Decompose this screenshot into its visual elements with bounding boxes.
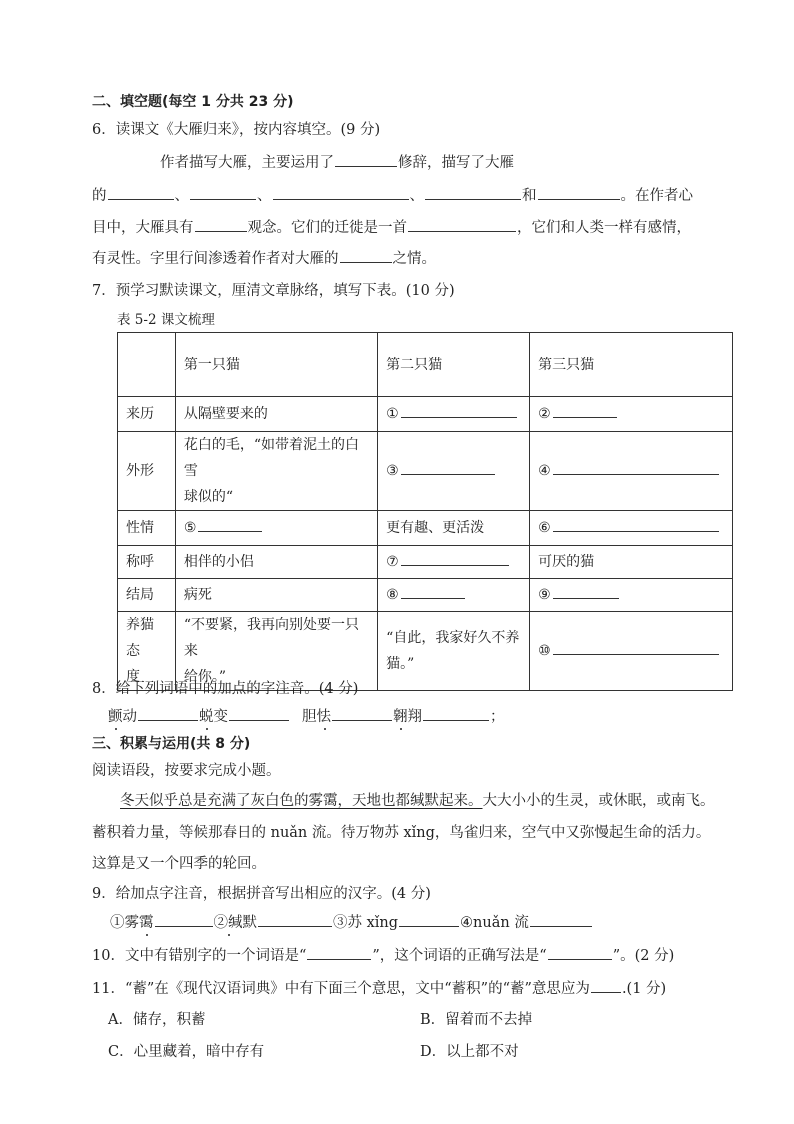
answer-blank[interactable] <box>229 706 289 721</box>
answer-blank[interactable] <box>553 584 619 599</box>
passage-line-1 <box>120 789 715 810</box>
text: 之情。 <box>392 251 436 267</box>
circled-number: ⑩ <box>538 643 551 659</box>
question-8-words <box>108 705 505 726</box>
char: 变 <box>213 709 228 725</box>
answer-blank[interactable] <box>198 517 262 532</box>
dotted-char: 霭 <box>139 915 154 931</box>
text: .(1 分) <box>621 981 667 997</box>
circled-number: ② <box>538 406 551 422</box>
answer-blank[interactable] <box>195 217 247 232</box>
text: ； <box>490 709 505 725</box>
option-c[interactable]: C．心里藏着，暗中存有 <box>108 1044 265 1060</box>
question-7-stem: 7．预学习默读课文，厘清文章脉络，填写下表。(10 分) <box>92 283 455 299</box>
char: 翔 <box>407 709 422 725</box>
table-caption: 表 5-2 课文梳理 <box>117 312 215 328</box>
table-header-row <box>118 333 733 397</box>
cell-line: 给你。” <box>183 669 227 685</box>
table-cell: 从隔壁要来的 <box>175 397 377 432</box>
cat-comparison-table <box>117 332 733 691</box>
item-2 <box>214 915 258 931</box>
question-6-line-3 <box>92 216 691 237</box>
answer-blank[interactable] <box>335 152 397 167</box>
circled-number: ⑥ <box>538 520 551 536</box>
passage-line-3: 这算是又一个四季的轮回。 <box>92 856 266 872</box>
underlined-sentence: 冬天似乎总是充满了灰白色的雾霭，天地也都缄默起来。 <box>120 793 483 809</box>
question-9-stem: 9．给加点字注音，根据拼音写出相应的汉字。(4 分) <box>92 886 431 902</box>
table-cell <box>175 432 377 511</box>
row-label: 结局 <box>118 579 176 612</box>
text: 、 <box>409 188 424 204</box>
passage-line-2: 蓄积着力量，等候那春日的 nuǎn 流。待万物苏 xǐng，鸟雀归来，空气中又弥慢起生命的活力。 <box>92 825 711 841</box>
section-2-title: 二、填空题(每空 1 分共 23 分) <box>92 94 294 110</box>
answer-blank[interactable] <box>408 217 516 232</box>
text: 、 <box>257 188 272 204</box>
table-row <box>118 546 733 579</box>
table-cell[interactable] <box>530 579 733 612</box>
table-cell: 更有趣、更活泼 <box>378 511 530 546</box>
answer-blank[interactable] <box>332 706 392 721</box>
question-10 <box>92 944 674 965</box>
section-3-title: 三、积累与运用(共 8 分) <box>92 736 251 752</box>
table-cell[interactable] <box>378 579 530 612</box>
circled-number: ⑨ <box>538 587 551 603</box>
question-6-line-2 <box>92 184 693 205</box>
text: 10．文中有错别字的一个词语是“ <box>92 948 307 964</box>
text: 默 <box>242 915 257 931</box>
table-cell: 相伴的小侣 <box>175 546 377 579</box>
option-d[interactable]: D．以上都不对 <box>420 1044 519 1060</box>
answer-blank[interactable] <box>401 460 495 475</box>
table-cell[interactable] <box>530 511 733 546</box>
cell-line: “自此，我家好久不养 <box>386 630 520 646</box>
cell-line: 花白的毛，“如带着泥土的白雪 <box>183 437 360 479</box>
answer-blank[interactable] <box>553 640 719 655</box>
text: ，它们和人类一样有感情， <box>517 220 691 236</box>
header-cell <box>118 333 176 397</box>
table-row <box>118 397 733 432</box>
word <box>393 709 422 725</box>
table-cell[interactable] <box>378 432 530 511</box>
answer-blank[interactable] <box>155 912 213 927</box>
cell-line: 猫。” <box>386 656 415 672</box>
table-cell[interactable] <box>530 612 733 691</box>
word <box>302 709 331 725</box>
answer-blank[interactable] <box>108 185 174 200</box>
answer-blank[interactable] <box>530 912 592 927</box>
item-4: ④nuǎn 流 <box>460 915 529 931</box>
question-6-line-1 <box>160 151 514 172</box>
answer-blank[interactable] <box>425 185 521 200</box>
table-row <box>118 432 733 511</box>
option-a[interactable]: A．储存，积蓄 <box>108 1012 206 1028</box>
answer-blank[interactable] <box>258 912 332 927</box>
circled-number: ⑧ <box>386 587 399 603</box>
text: 大大小小的生灵，或休眠，或南飞。 <box>482 793 715 809</box>
answer-blank[interactable] <box>190 185 256 200</box>
header-cell: 第二只猫 <box>378 333 530 397</box>
answer-blank[interactable] <box>538 185 620 200</box>
table-cell[interactable] <box>378 546 530 579</box>
answer-blank[interactable] <box>591 978 621 993</box>
dotted-char: 怯 <box>316 709 331 725</box>
dotted-char: 蜕 <box>199 709 214 725</box>
table-cell[interactable] <box>530 432 733 511</box>
question-9-items <box>110 911 593 932</box>
text: ”，这个词语的正确写法是“ <box>372 948 547 964</box>
answer-blank[interactable] <box>553 460 719 475</box>
text: ①雾 <box>110 915 139 931</box>
char: 胆 <box>302 709 317 725</box>
text: 和 <box>522 188 537 204</box>
cell-line: 度 <box>126 669 140 685</box>
table-cell[interactable] <box>378 397 530 432</box>
text: 11．“蓄”在《现代汉语词典》中有下面三个意思，文中“蓄积”的“蓄”意思应为 <box>92 981 590 997</box>
row-label: 称呼 <box>118 546 176 579</box>
answer-blank[interactable] <box>401 584 465 599</box>
circled-number: ① <box>386 406 399 422</box>
answer-blank[interactable] <box>553 517 719 532</box>
option-b[interactable]: B．留着而不去掉 <box>420 1012 533 1028</box>
text: 作者描写大雁，主要运用了 <box>160 155 334 171</box>
circled-number: ③ <box>386 463 399 479</box>
text: 观念。它们的迁徙是一首 <box>247 220 407 236</box>
table-cell[interactable] <box>175 511 377 546</box>
question-8-stem: 8．给下列词语中的加点的字注音。(4 分) <box>92 681 359 697</box>
question-6-line-4 <box>92 247 436 268</box>
answer-blank[interactable] <box>553 403 617 418</box>
answer-blank[interactable] <box>423 706 489 721</box>
answer-blank[interactable] <box>399 912 459 927</box>
item-3: ③苏 xǐng <box>333 915 399 931</box>
table-cell <box>378 612 530 691</box>
table-row <box>118 511 733 546</box>
table-cell: 可厌的猫 <box>530 546 733 579</box>
text: 有灵性。字里行间渗透着作者对大雁的 <box>92 251 339 267</box>
answer-blank[interactable] <box>307 945 371 960</box>
row-label: 来历 <box>118 397 176 432</box>
question-11-stem <box>92 977 666 998</box>
dotted-char: 颤 <box>108 709 123 725</box>
answer-blank[interactable] <box>340 248 392 263</box>
circled-number: ⑤ <box>183 520 197 536</box>
table-cell: 病死 <box>175 579 377 612</box>
text: 修辞，描写了大雁 <box>398 155 514 171</box>
item-1 <box>110 915 154 931</box>
answer-blank[interactable] <box>401 551 509 566</box>
word <box>108 709 137 725</box>
text: ”。(2 分) <box>612 948 675 964</box>
text: 、 <box>174 188 189 204</box>
table-row <box>118 579 733 612</box>
table-cell[interactable] <box>530 397 733 432</box>
reading-intro: 阅读语段，按要求完成小题。 <box>92 763 281 779</box>
answer-blank[interactable] <box>273 185 409 200</box>
circled-number: ④ <box>538 463 551 479</box>
answer-blank[interactable] <box>548 945 612 960</box>
cell-line: 养猫态 <box>126 617 154 659</box>
answer-blank[interactable] <box>401 403 517 418</box>
row-label: 性情 <box>118 511 176 546</box>
circled-number: ⑦ <box>386 554 399 570</box>
dotted-char: ②缄 <box>213 915 243 931</box>
cell-line: 球似的“ <box>183 489 234 505</box>
text: 目中，大雁具有 <box>92 220 194 236</box>
question-6-stem: 6．读课文《大雁归来》，按内容填空。(9 分) <box>92 122 381 138</box>
text: 的 <box>92 188 107 204</box>
row-label: 外形 <box>118 432 176 511</box>
word <box>199 709 228 725</box>
answer-blank[interactable] <box>138 706 198 721</box>
header-cell: 第一只猫 <box>175 333 377 397</box>
dotted-char: 翱 <box>393 709 408 725</box>
char: 动 <box>122 709 137 725</box>
text: 。在作者心 <box>620 188 693 204</box>
cell-line: “不要紧，我再向别处要一只来 <box>183 617 360 659</box>
header-cell: 第三只猫 <box>530 333 733 397</box>
